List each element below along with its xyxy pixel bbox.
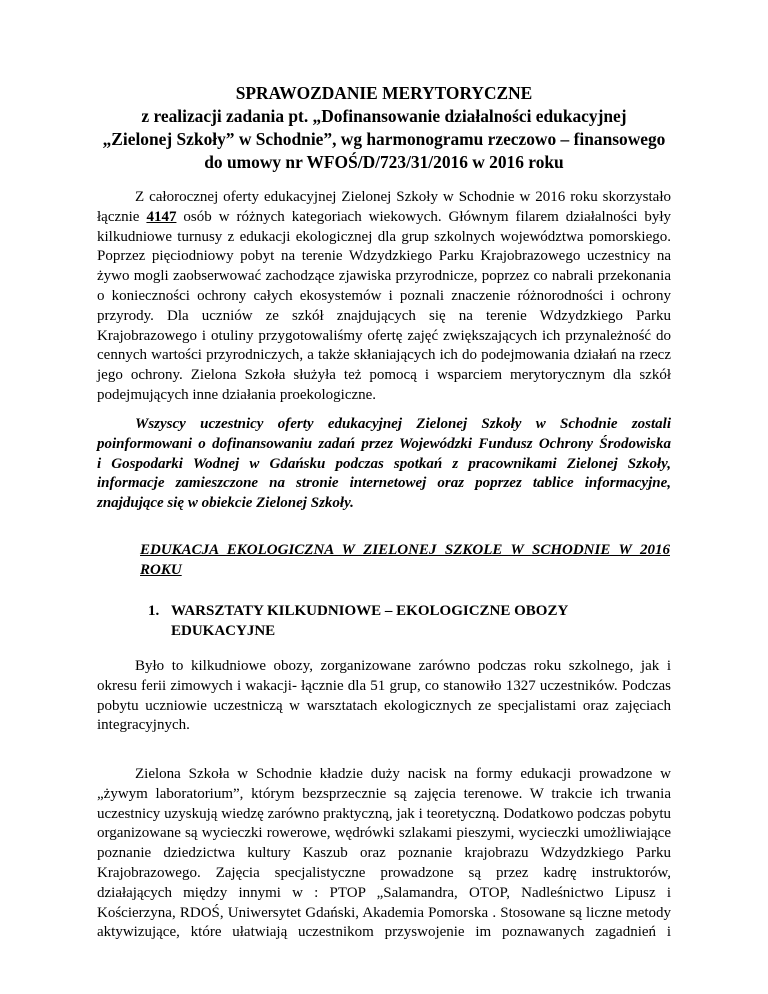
section-heading bbox=[140, 541, 670, 581]
text-segment: osób w różnych kategoriach wiekowych. Głównym filarem działalności były bbox=[176, 208, 672, 225]
text-line: „żywym laboratorium”, którym bezsprzecznie są zajęcia terenowe. W trakcie ich trwania bbox=[97, 785, 671, 802]
text-line: Kościerzyna, RDOŚ, Uniwersytet Gdański, Akademia Pomorska . Stosowane są liczne metody bbox=[97, 904, 671, 921]
text-line: pobytu uczniowie uczestniczą w warsztatach ekologicznych ze specjalistami oraz zajęciach bbox=[97, 697, 671, 714]
text-line: Zielona Szkoła w Schodnie kładzie duży nacisk na formy edukacji prowadzone w bbox=[135, 766, 671, 782]
text-line: poinformowani o dofinansowaniu zadań przez Wojewódzki Fundusz Ochrony Środowiska bbox=[97, 435, 671, 452]
text-line: Krajobrazowego. Zajęcia specjalistyczne prowadzone są przez kadrę instruktorów, bbox=[97, 864, 671, 881]
text-line: kilkudniowe turnusy z edukacji ekologicznej dla grup szkolnych województwa pomorskiego. bbox=[97, 228, 671, 245]
text-line: integracyjnych. bbox=[97, 717, 190, 734]
text-line: Z całorocznej oferty edukacyjnej Zielonej Szkoły w Schodnie w 2016 roku skorzystało bbox=[135, 189, 671, 205]
workshops-paragraph bbox=[97, 657, 671, 736]
text-line: działających między innymi w : PTOP „Salamandra, OTOP, Nadleśnictwo Lipusz i bbox=[97, 884, 671, 901]
text-line: znajdujące się w obiekcie Zielonej Szkoły. bbox=[97, 495, 354, 512]
text-line: Krajobrazowego i otuliny przygotowaliśmy ofertę zajęć zwiększających ich przynależność do bbox=[97, 327, 671, 344]
text-line: Było to kilkudniowe obozy, zorganizowane zarówno podczas roku szkolnego, jak i bbox=[135, 658, 671, 674]
title-line: „Zielonej Szkoły” w Schodnie”, wg harmonogramu rzeczowo – finansowego bbox=[102, 129, 666, 149]
text-line: poznanie dziedzictwa kultury Kaszub oraz poznanie krajobrazu Wdzydzkiego Parku bbox=[97, 845, 671, 862]
field-education-paragraph bbox=[97, 765, 671, 943]
intro-paragraph bbox=[97, 188, 671, 406]
text-line: cennych wartości przyrodniczych, a także skłaniających ich do podejmowania działań na rzecz bbox=[97, 347, 671, 364]
text-line: organizowane są wycieczki rowerowe, wędrówki szlakami pieszymi, wycieczki umożliwiające bbox=[97, 825, 671, 842]
list-number: 1. bbox=[148, 603, 160, 619]
heading-line: ROKU bbox=[140, 561, 182, 578]
text-line: informacje zamieszczone na stronie internetowej oraz poprzez tablice informacyjne, bbox=[97, 475, 671, 492]
text-line: Poprzez pięciodniowy pobyt na terenie Wdzydzkiego Parku Krajobrazowego uczestnicy na bbox=[97, 248, 671, 265]
heading-line: WARSZTATY KILKUDNIOWE – EKOLOGICZNE OBOZY bbox=[171, 603, 569, 619]
title-line: SPRAWOZDANIE MERYTORYCZNE bbox=[235, 83, 533, 103]
text-line: jego ochrony. Zielona Szkoła służyła też pomocą i wsparciem merytorycznym dla szkół bbox=[97, 367, 671, 384]
funding-info-paragraph bbox=[97, 415, 671, 514]
text-line: aktywizujące, które ułatwiają uczestnikom przyswojenie im poznawanych zagadnień i bbox=[97, 924, 671, 941]
heading-line: EDUKACJA EKOLOGICZNA W ZIELONEJ SZKOLE W SCHODNIE W 2016 bbox=[140, 542, 670, 558]
list-item-heading bbox=[148, 602, 648, 642]
document-title bbox=[80, 82, 688, 174]
text-line: przyrody. Dla uczniów ze szkół znajdujących się na terenie Wdzydzkiego Parku bbox=[97, 307, 671, 324]
participants-count: 4147 bbox=[146, 208, 177, 225]
text-line bbox=[97, 208, 671, 228]
text-line: okresu ferii zimowych i wakacji- łącznie dla 51 grup, co stanowiło 1327 uczestników. Podczas bbox=[97, 677, 671, 694]
text-segment: łącznie bbox=[97, 208, 147, 225]
text-line: uczestnicy uzyskują wiedzę zarówno praktyczną, jak i teoretyczną. Dodatkowo podczas pobytu bbox=[97, 805, 671, 822]
text-line: i Gospodarki Wodnej w Gdańsku podczas spotkań z pracownikami Zielonej Szkoły, bbox=[97, 455, 671, 472]
text-line: żywo mogli zaobserwować zachodzące zjawiska przyrodnicze, poprzez co nabrali przekonania bbox=[97, 268, 671, 285]
heading-line: EDUKACYJNE bbox=[171, 622, 276, 639]
text-line: o konieczności ochrony całych ekosystemów i poznali znaczenie różnorodności i ochrony bbox=[97, 287, 671, 304]
text-line: podejmujących inne działania proekologiczne. bbox=[97, 386, 377, 403]
title-line: z realizacji zadania pt. „Dofinansowanie działalności edukacyjnej bbox=[141, 106, 627, 126]
title-line: do umowy nr WFOŚ/D/723/31/2016 w 2016 roku bbox=[204, 152, 564, 172]
text-line: Wszyscy uczestnicy oferty edukacyjnej Zielonej Szkoły w Schodnie zostali bbox=[135, 416, 671, 432]
list-item-text bbox=[171, 602, 648, 642]
